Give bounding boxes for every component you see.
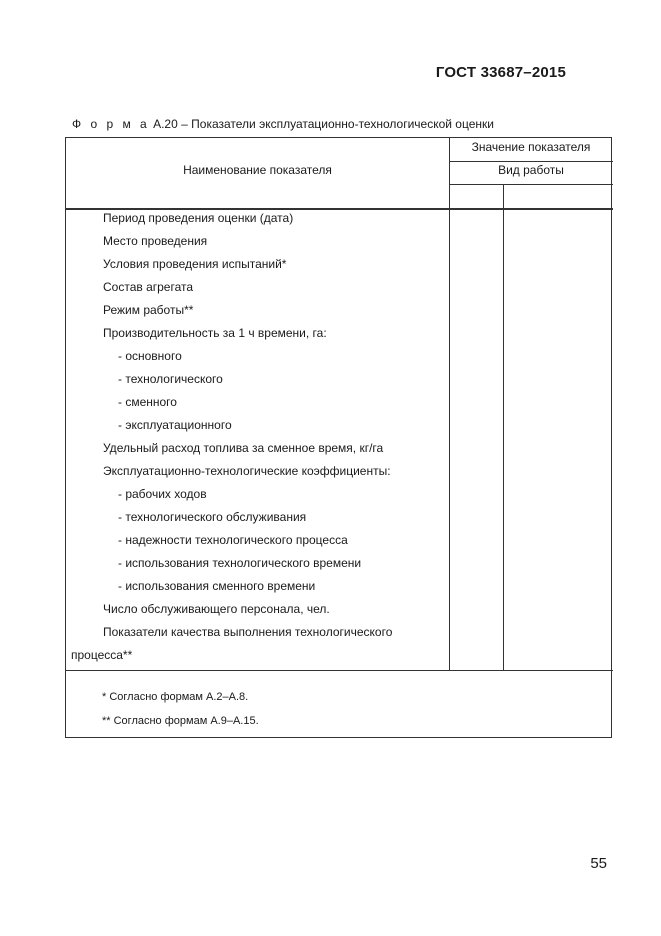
form-number: А.20 [153,117,178,131]
table-row: - эксплуатационного [118,418,232,432]
header-line-worktype [449,184,613,185]
col-separator-main [449,138,450,670]
value-column-header: Значение показателя [471,140,591,154]
form-caption [72,117,494,131]
table-row: Показатели качества выполнения технологического [103,625,393,639]
header-bottom-line [66,208,613,210]
table-row: - использования сменного времени [118,579,316,593]
table-row: Производительность за 1 ч времени, га: [103,326,327,340]
name-column-header: Наименование показателя [183,163,332,177]
page-number: 55 [590,855,607,872]
form-label: Ф о р м а [72,117,150,131]
indicators-table [65,137,612,738]
form-title: Показатели эксплуатационно-технологической оценки [191,117,494,131]
table-row: - сменного [118,395,177,409]
table-row: Состав агрегата [103,280,194,294]
header-line-value [449,161,613,162]
table-row: - использования технологического времени [118,556,362,570]
table-row: процесса** [71,648,133,662]
table-row: - рабочих ходов [118,487,207,501]
footnote: * Согласно формам А.2–А.8. [102,691,249,703]
table-row: Условия проведения испытаний* [103,257,287,271]
col-separator-value [503,185,504,670]
table-row: Период проведения оценки (дата) [103,211,294,225]
notes-separator-line [66,670,613,671]
table-row: Эксплуатационно-технологические коэффициенты: [103,464,391,478]
table-row: - технологического [118,372,223,386]
table-row: Число обслуживающего персонала, чел. [103,602,330,616]
table-row: Удельный расход топлива за сменное время, кг/га [103,441,384,455]
table-row: Место проведения [103,234,208,248]
form-dash: – [181,117,188,131]
table-row: - основного [118,349,182,363]
document-code: ГОСТ 33687–2015 [435,64,566,81]
worktype-column-header: Вид работы [498,163,564,177]
footnote: ** Согласно формам А.9–А.15. [102,715,259,727]
table-row: - технологического обслуживания [118,510,307,524]
table-row: Режим работы** [103,303,194,317]
table-row: - надежности технологического процесса [118,533,348,547]
